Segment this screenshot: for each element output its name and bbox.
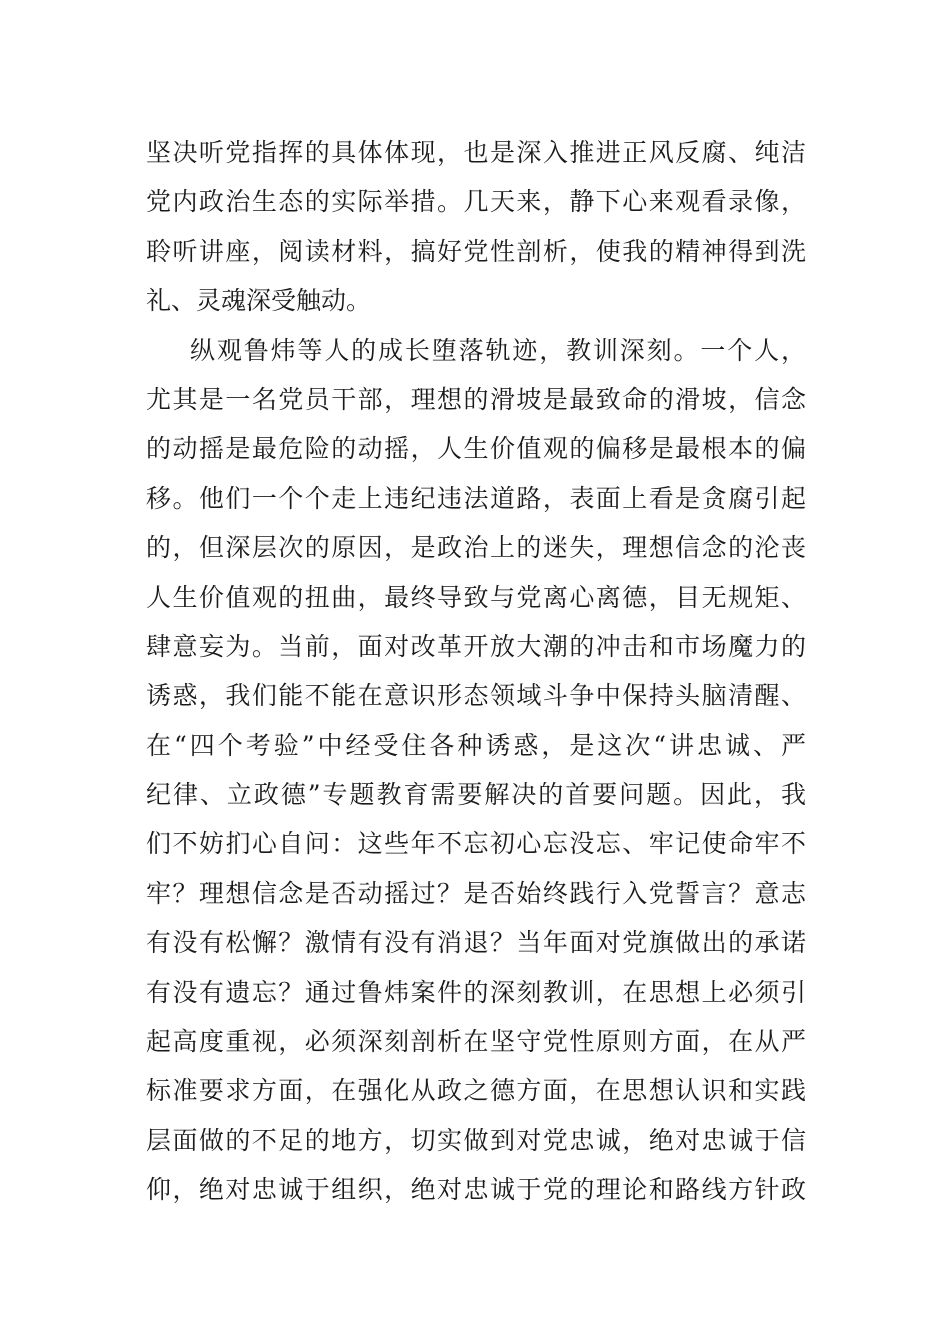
text-line: 诱惑，我们能不能在意识形态领域斗争中保持头脑清醒、 [146, 681, 806, 711]
text-line: 肆意妄为。当前，面对改革开放大潮的冲击和市场魔力的 [146, 631, 806, 661]
text-line: 有没有遗忘？通过鲁炜案件的深刻教训，在思想上必须引 [146, 977, 806, 1007]
paragraph-1 [146, 128, 806, 326]
text-line: 层面做的不足的地方，切实做到对党忠诚，绝对忠诚于信 [146, 1125, 806, 1155]
text-line: 纪律、立政德”专题教育需要解决的首要问题。因此，我 [146, 780, 806, 810]
text-line: 有没有松懈？激情有没有消退？当年面对党旗做出的承诺 [146, 928, 806, 958]
text-line: 党内政治生态的实际举措。几天来，静下心来观看录像， [146, 187, 806, 217]
document-body [146, 128, 806, 1215]
text-line: 人生价值观的扭曲，最终导致与党离心离德，目无规矩、 [146, 582, 806, 612]
text-line: 纵观鲁炜等人的成长堕落轨迹，教训深刻。一个人， [190, 335, 806, 365]
text-line: 尤其是一名党员干部，理想的滑坡是最致命的滑坡，信念 [146, 384, 806, 414]
text-line: 标准要求方面，在强化从政之德方面，在思想认识和实践 [146, 1076, 806, 1106]
text-line: 聆听讲座，阅读材料，搞好党性剖析，使我的精神得到洗 [146, 236, 806, 266]
text-line: 的，但深层次的原因，是政治上的迷失，理想信念的沦丧 [146, 533, 806, 563]
text-line: 起高度重视，必须深刻剖析在坚守党性原则方面，在从严 [146, 1027, 806, 1057]
text-line: 牢？理想信念是否动摇过？是否始终践行入党誓言？意志 [146, 878, 806, 908]
text-line: 仰，绝对忠诚于组织，绝对忠诚于党的理论和路线方针政 [146, 1175, 806, 1205]
text-line: 的动摇是最危险的动摇，人生价值观的偏移是最根本的偏 [146, 434, 806, 464]
text-line: 坚决听党指挥的具体体现，也是深入推进正风反腐、纯洁 [146, 138, 806, 167]
text-line: 在“四个考验”中经受住各种诱惑，是这次“讲忠诚、严 [146, 730, 806, 760]
text-line: 礼、灵魂深受触动。 [146, 286, 372, 316]
text-line: 移。他们一个个走上违纪违法道路，表面上看是贪腐引起 [146, 483, 806, 513]
paragraph-2 [146, 326, 806, 1215]
text-line: 们不妨扪心自问：这些年不忘初心忘没忘、牢记使命牢不 [146, 829, 806, 859]
